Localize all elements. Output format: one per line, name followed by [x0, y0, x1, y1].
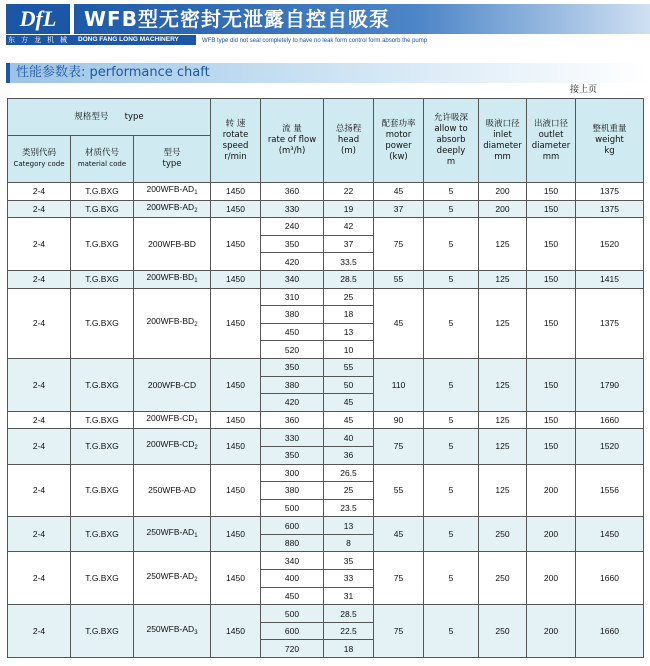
category-code-cell: 2-4 — [8, 270, 71, 288]
flow-unit: (m³/h) — [278, 146, 306, 156]
model-subscript: 1 — [194, 533, 198, 540]
model-subscript: 2 — [194, 445, 198, 452]
category-code-cell: 2-4 — [8, 358, 71, 411]
weight-cell: 1450 — [576, 517, 644, 552]
flow-cell: 520 — [261, 341, 324, 359]
speed-cell: 1450 — [211, 552, 261, 605]
head-cn: 总扬程 — [335, 124, 362, 134]
model-type-cell: 200WFB-BD — [134, 218, 211, 271]
head-cell: 55 — [324, 358, 374, 376]
page-header — [0, 0, 650, 48]
table-row — [8, 183, 644, 201]
model-type-cell: 200WFB-CD — [134, 358, 211, 411]
model-type-cell: $200WFB-CD_1$ — [134, 411, 211, 429]
model-subscript: 2 — [194, 207, 198, 214]
flow-cell: 300 — [261, 464, 324, 482]
flow-cell: 720 — [261, 640, 324, 658]
material-cn: 材质代号 — [84, 148, 119, 158]
table-row — [8, 200, 644, 218]
flow-cell: 330 — [261, 429, 324, 447]
category-code-cell: 2-4 — [8, 411, 71, 429]
flow-en: rate of flow — [267, 135, 317, 145]
flow-cell: 350 — [261, 235, 324, 253]
head-cell: 42 — [324, 218, 374, 236]
suction-cell: 5 — [424, 552, 479, 605]
material-code-cell: T.G.BXG — [71, 183, 134, 201]
table-row — [8, 411, 644, 429]
model-subscript: 2 — [194, 577, 198, 584]
category-code-cell: 2-4 — [8, 517, 71, 552]
inlet-cell: 125 — [479, 429, 527, 464]
speed-cell: 1450 — [211, 517, 261, 552]
flow-cell: 600 — [261, 622, 324, 640]
type-en: type — [162, 159, 182, 169]
model-type-cell: $200WFB-BD_1$ — [134, 270, 211, 288]
table-row — [8, 358, 644, 376]
outlet-cell: 150 — [527, 218, 576, 271]
flow-cell: 500 — [261, 499, 324, 517]
continued-note: 接上页 — [570, 85, 598, 95]
suction-cell: 5 — [424, 200, 479, 218]
outlet-cell: 150 — [527, 288, 576, 358]
inlet-cell: 125 — [479, 218, 527, 271]
section-title: 性能参数表: performance chaft — [16, 65, 210, 80]
suction-cell: 5 — [424, 411, 479, 429]
power-cell: 75 — [374, 218, 424, 271]
flow-cell: 380 — [261, 482, 324, 500]
flow-cell: 340 — [261, 552, 324, 570]
inlet-cell: 250 — [479, 517, 527, 552]
head-cell: 18 — [324, 640, 374, 658]
company-name-cn: 东方龙机械 — [8, 36, 73, 44]
spec-label-en: type — [124, 111, 144, 122]
weight-cell: 1660 — [576, 552, 644, 605]
inlet-cell: 125 — [479, 464, 527, 517]
model-type-cell: $250WFB-AD_1$ — [134, 517, 211, 552]
category-header — [8, 136, 71, 183]
head-cell: 22 — [324, 183, 374, 201]
head-cell: 10 — [324, 341, 374, 359]
model-subscript: 1 — [194, 190, 198, 197]
page-subtitle: WFB type did not seal completely to have no leak form control form absorb the pump — [202, 38, 428, 44]
head-header — [324, 99, 374, 183]
power-cell: 37 — [374, 200, 424, 218]
category-en: Category code — [13, 160, 65, 168]
category-code-cell: 2-4 — [8, 183, 71, 201]
material-code-cell: T.G.BXG — [71, 288, 134, 358]
weight-cell: 1660 — [576, 605, 644, 658]
weight-unit: kg — [604, 146, 615, 156]
head-cell: 40 — [324, 429, 374, 447]
flow-cell: 240 — [261, 218, 324, 236]
table-row — [8, 288, 644, 306]
flow-cell: 360 — [261, 411, 324, 429]
table-row — [8, 464, 644, 482]
suction-cell: 5 — [424, 270, 479, 288]
head-cell: 23.5 — [324, 499, 374, 517]
inlet-cell: 125 — [479, 358, 527, 411]
flow-cell: 450 — [261, 323, 324, 341]
flow-header — [261, 99, 324, 183]
table-body — [8, 183, 644, 658]
head-cell: 13 — [324, 517, 374, 535]
inlet-cell: 125 — [479, 270, 527, 288]
flow-cell: 880 — [261, 534, 324, 552]
power-header — [374, 99, 424, 183]
suction-header — [424, 99, 479, 183]
head-cell: 33.5 — [324, 253, 374, 271]
type-cn: 型号 — [163, 148, 181, 158]
power-en: motor power — [385, 129, 412, 151]
head-cell: 18 — [324, 306, 374, 324]
weight-cell: 1790 — [576, 358, 644, 411]
suction-cell: 5 — [424, 183, 479, 201]
weight-header — [576, 99, 644, 183]
category-code-cell: 2-4 — [8, 288, 71, 358]
spec-header — [8, 99, 211, 136]
power-cell: 75 — [374, 429, 424, 464]
category-code-cell: 2-4 — [8, 429, 71, 464]
head-cell: 28.5 — [324, 270, 374, 288]
suction-cell: 5 — [424, 605, 479, 658]
head-cell: 22.5 — [324, 622, 374, 640]
flow-cell: 380 — [261, 376, 324, 394]
power-cell: 55 — [374, 270, 424, 288]
flow-cell: 350 — [261, 358, 324, 376]
section-header — [0, 63, 650, 83]
head-cell: 50 — [324, 376, 374, 394]
head-cell: 28.5 — [324, 605, 374, 623]
flow-cell: 380 — [261, 306, 324, 324]
suction-cell: 5 — [424, 358, 479, 411]
table-row — [8, 517, 644, 535]
suction-cell: 5 — [424, 464, 479, 517]
table-row — [8, 552, 644, 570]
head-en: head — [337, 135, 360, 145]
inlet-cell: 250 — [479, 552, 527, 605]
inlet-cell: 200 — [479, 200, 527, 218]
weight-cell: 1375 — [576, 183, 644, 201]
suction-cell: 5 — [424, 288, 479, 358]
outlet-cell: 150 — [527, 411, 576, 429]
speed-cell: 1450 — [211, 218, 261, 271]
head-cell: 35 — [324, 552, 374, 570]
flow-cell: 350 — [261, 446, 324, 464]
material-code-cell: T.G.BXG — [71, 464, 134, 517]
material-en: material code — [77, 160, 127, 168]
inlet-en: inlet diameter — [483, 129, 522, 151]
model-type-cell: 250WFB-AD — [134, 464, 211, 517]
flow-cell: 330 — [261, 200, 324, 218]
outlet-unit: mm — [542, 151, 560, 162]
flow-cell: 400 — [261, 570, 324, 588]
suction-cell: 5 — [424, 218, 479, 271]
power-cell: 45 — [374, 288, 424, 358]
suction-en: allow to absorb deeply — [434, 124, 468, 156]
speed-header — [211, 99, 261, 183]
outlet-cell: 150 — [527, 429, 576, 464]
power-cell: 90 — [374, 411, 424, 429]
material-code-cell: T.G.BXG — [71, 358, 134, 411]
speed-cell: 1450 — [211, 411, 261, 429]
material-code-cell: T.G.BXG — [71, 411, 134, 429]
page-title: WFB型无密封无泄露自控自吸泵 — [84, 7, 390, 31]
suction-cell: 5 — [424, 429, 479, 464]
company-name-en: DONG FANG LONG MACHINERY — [78, 36, 179, 43]
model-type-cell: $200WFB-AD_1$ — [134, 183, 211, 201]
spec-label-cn: 规格型号 — [74, 111, 109, 122]
head-cell: 36 — [324, 446, 374, 464]
table-row — [8, 270, 644, 288]
inlet-cell: 125 — [479, 288, 527, 358]
model-subscript: 2 — [194, 322, 198, 329]
power-cell: 110 — [374, 358, 424, 411]
model-type-cell: $250WFB-AD_3$ — [134, 605, 211, 658]
suction-cell: 5 — [424, 517, 479, 552]
power-cell: 75 — [374, 552, 424, 605]
head-cell: 19 — [324, 200, 374, 218]
weight-cell: 1556 — [576, 464, 644, 517]
power-cell: 75 — [374, 605, 424, 658]
inlet-cell: 200 — [479, 183, 527, 201]
flow-cell: 420 — [261, 253, 324, 271]
head-cell: 33 — [324, 570, 374, 588]
flow-cell: 420 — [261, 394, 324, 412]
model-subscript: 3 — [194, 630, 198, 637]
material-code-cell: T.G.BXG — [71, 517, 134, 552]
inlet-cell: 250 — [479, 605, 527, 658]
outlet-cell: 150 — [527, 358, 576, 411]
material-code-cell: T.G.BXG — [71, 218, 134, 271]
head-unit: (m) — [341, 146, 356, 156]
speed-cell: 1450 — [211, 464, 261, 517]
table-row — [8, 429, 644, 447]
speed-cell: 1450 — [211, 605, 261, 658]
type-header — [134, 136, 211, 183]
outlet-cell: 150 — [527, 270, 576, 288]
company-logo: DfL — [6, 4, 70, 34]
model-subscript: 1 — [194, 419, 198, 426]
flow-cell: 600 — [261, 517, 324, 535]
speed-cell: 1450 — [211, 358, 261, 411]
model-subscript: 1 — [194, 278, 198, 285]
outlet-cell: 200 — [527, 552, 576, 605]
flow-cell: 340 — [261, 270, 324, 288]
material-code-cell: T.G.BXG — [71, 429, 134, 464]
speed-cell: 1450 — [211, 200, 261, 218]
material-code-cell: T.G.BXG — [71, 200, 134, 218]
outlet-cn: 出液口径 — [533, 118, 568, 129]
material-code-cell: T.G.BXG — [71, 552, 134, 605]
table-row — [8, 218, 644, 236]
table-row — [8, 605, 644, 623]
outlet-header — [527, 99, 576, 183]
head-cell: 25 — [324, 288, 374, 306]
outlet-cell: 200 — [527, 517, 576, 552]
inlet-cell: 125 — [479, 411, 527, 429]
model-type-cell: $200WFB-CD_2$ — [134, 429, 211, 464]
power-unit: (kw) — [389, 151, 408, 162]
weight-cell: 1660 — [576, 411, 644, 429]
inlet-cn: 吸液口径 — [485, 118, 520, 129]
weight-cn: 整机重量 — [592, 124, 627, 134]
head-cell: 45 — [324, 394, 374, 412]
head-cell: 45 — [324, 411, 374, 429]
material-code-cell: T.G.BXG — [71, 605, 134, 658]
head-cell: 8 — [324, 534, 374, 552]
weight-en: weight — [595, 135, 624, 145]
material-code-cell: T.G.BXG — [71, 270, 134, 288]
model-type-cell: $200WFB-AD_2$ — [134, 200, 211, 218]
speed-en: rotate speed r/min — [222, 129, 249, 162]
head-cell: 13 — [324, 323, 374, 341]
flow-cell: 450 — [261, 587, 324, 605]
speed-cell: 1450 — [211, 183, 261, 201]
flow-cn: 流 量 — [282, 124, 302, 134]
outlet-cell: 150 — [527, 183, 576, 201]
outlet-cell: 200 — [527, 464, 576, 517]
suction-unit: m — [446, 157, 456, 167]
category-code-cell: 2-4 — [8, 552, 71, 605]
material-header — [71, 136, 134, 183]
head-cell: 26.5 — [324, 464, 374, 482]
speed-cell: 1450 — [211, 429, 261, 464]
flow-cell: 310 — [261, 288, 324, 306]
suction-cn: 允许吸深 — [433, 113, 468, 123]
speed-cn: 转 速 — [225, 118, 246, 129]
weight-cell: 1520 — [576, 218, 644, 271]
speed-cell: 1450 — [211, 270, 261, 288]
category-cn: 类别代码 — [21, 148, 56, 158]
outlet-cell: 200 — [527, 605, 576, 658]
category-code-cell: 2-4 — [8, 200, 71, 218]
power-cell: 55 — [374, 464, 424, 517]
head-cell: 31 — [324, 587, 374, 605]
power-cn: 配套功率 — [381, 118, 416, 129]
model-type-cell: $250WFB-AD_2$ — [134, 552, 211, 605]
weight-cell: 1375 — [576, 200, 644, 218]
head-cell: 37 — [324, 235, 374, 253]
flow-cell: 500 — [261, 605, 324, 623]
power-cell: 45 — [374, 517, 424, 552]
inlet-unit: mm — [494, 151, 511, 162]
performance-table — [7, 98, 644, 658]
category-code-cell: 2-4 — [8, 605, 71, 658]
outlet-en: outlet diameter — [531, 129, 571, 151]
flow-cell: 360 — [261, 183, 324, 201]
model-type-cell: $200WFB-BD_2$ — [134, 288, 211, 358]
head-cell: 25 — [324, 482, 374, 500]
power-cell: 45 — [374, 183, 424, 201]
category-code-cell: 2-4 — [8, 464, 71, 517]
category-code-cell: 2-4 — [8, 218, 71, 271]
speed-cell: 1450 — [211, 288, 261, 358]
weight-cell: 1415 — [576, 270, 644, 288]
weight-cell: 1375 — [576, 288, 644, 358]
weight-cell: 1520 — [576, 429, 644, 464]
outlet-cell: 150 — [527, 200, 576, 218]
inlet-header — [479, 99, 527, 183]
